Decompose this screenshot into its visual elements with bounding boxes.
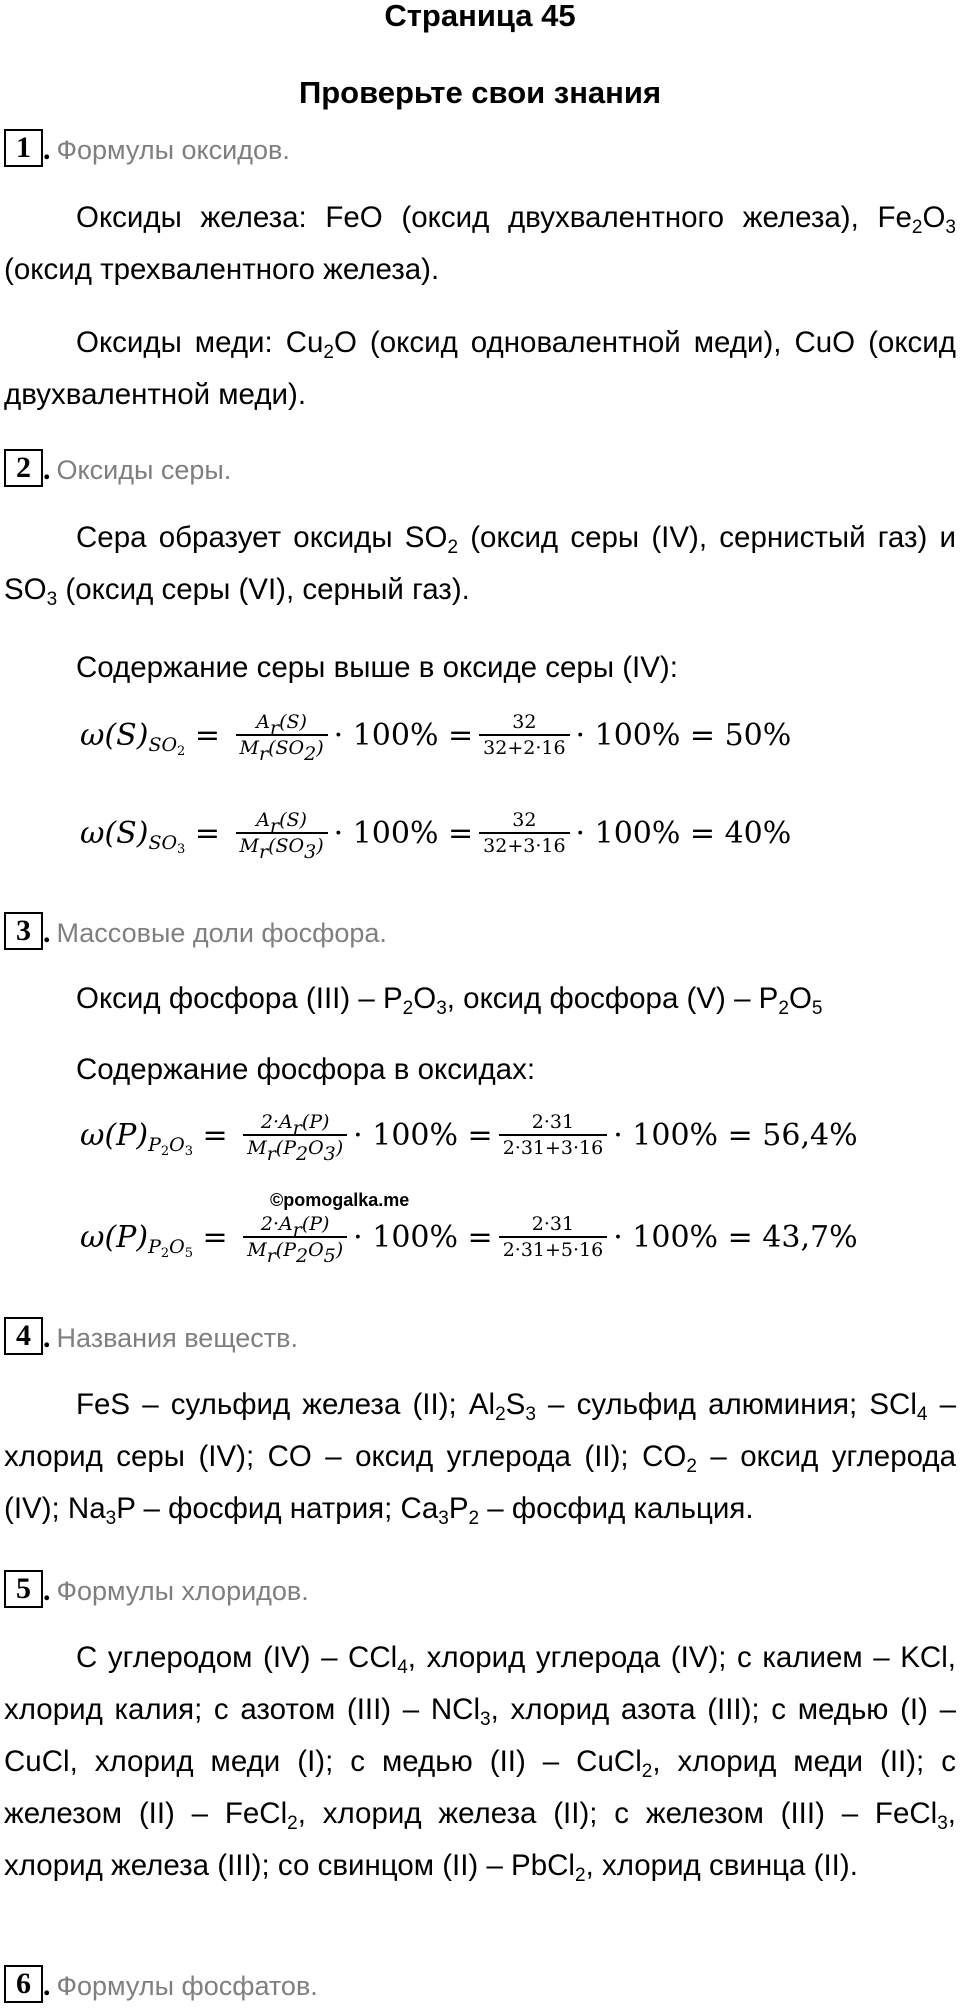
- paragraph: Содержание фосфора в оксидах:: [76, 1053, 536, 1086]
- paragraph: С углеродом (IV) – CCl$_4$, хлорид углерода (IV); с калием – KCl, хлорид калия; с азотом (III) – NCl$_3$, хлорид азота (III); с медью (I) – CuCl, хлорид меди (I); с медью (II) – CuCl$_2$, хлорид меди (II); с железом (II) – FeCl$_2$, хлорид железа (II); с железом (III) – FeCl$_3$, хлорид железа (III); со свинцом (II) – PbCl$_2$, хлорид свинца (II).: [4, 1641, 957, 1886]
- formula-so2: ω(S) $SO_2$ = $\frac{A_r(S)}{M_r(SO_2)}$ · 100% = $\frac{32}{32+2\cdot 16}$ · 100% = 50%: [80, 711, 792, 765]
- section-5-header: 5 . Формулы хлоридов.: [4, 1570, 309, 1608]
- section-title: Формулы хлоридов.: [56, 1576, 309, 1606]
- formula-p2o5: ω(P) $P_2O_5$ = $\frac{2\cdot A_r(P)}{M_r(P_2O_5)}$ · 100% = $\frac{2\cdot 31}{2\cdot 31+5\cdot 16}$ · 100% = 43,7%: [80, 1213, 858, 1267]
- section-number: 3: [4, 912, 43, 950]
- section-3-header: 3 . Массовые доли фосфора.: [4, 912, 387, 950]
- section-title: Формулы фосфатов.: [56, 1971, 318, 2001]
- formula-so3: ω(S) $SO_3$ = $\frac{A_r(S)}{M_r(SO_3)}$ · 100% = $\frac{32}{32+3\cdot 16}$ · 100% = 40%: [80, 809, 792, 863]
- paragraph: Оксид фосфора $(III) - P_2O_3$, оксид фосфора $(V) - P_2O_5$: [76, 982, 823, 1019]
- section-number: 2: [4, 449, 43, 487]
- section-2-header: 2 . Оксиды серы.: [4, 449, 231, 487]
- fraction: $\frac{2\cdot A_r(P)}{M_r(P_2O_5)}$: [243, 1212, 347, 1262]
- fraction: $\frac{2\cdot A_r(P)}{M_r(P_2O_3)}$: [243, 1110, 347, 1160]
- paragraph: Сера образует оксиды $SO_2$ (оксид серы (IV), сернистый газ) и $SO_3$ (оксид серы (VI), серный газ).: [4, 521, 957, 610]
- fraction: $\frac{2\cdot 31}{2\cdot 31+5\cdot 16}$: [499, 1212, 608, 1262]
- fraction: $\frac{32}{32+2\cdot 16}$: [479, 710, 569, 760]
- section-4-header: 4 . Названия веществ.: [4, 1317, 298, 1355]
- page-title: Страница 45: [384, 0, 576, 33]
- section-6-header: 6 . Формулы фосфатов.: [4, 1965, 318, 2003]
- paragraph: Оксиды меди: $Cu_2O$ (оксид одновалентной меди), CuO (оксид двухвалентной меди).: [4, 326, 957, 411]
- fraction: $\frac{2\cdot 31}{2\cdot 31+3\cdot 16}$: [499, 1110, 608, 1160]
- paragraph: FeS – сульфид железа (II); $Al_2S_3$ – сульфид алюминия; SCl$_4$ – хлорид серы (IV); CO – оксид углерода (II); $CO_2$ – оксид углерода (IV); $Na_3P$ – фосфид натрия; $Ca_3P_2$ – фосфид кальция.: [4, 1388, 957, 1529]
- section-title: Массовые доли фосфора.: [56, 918, 387, 948]
- formula-p2o3: ω(P) $P_2O_3$ = $\frac{2\cdot A_r(P)}{M_r(P_2O_3)}$ · 100% = $\frac{2\cdot 31}{2\cdot 31+3\cdot 16}$ · 100% = 56,4%: [80, 1111, 858, 1165]
- page-subtitle: Проверьте свои знания: [298, 75, 662, 110]
- section-title: Оксиды серы.: [56, 455, 232, 485]
- section-number: 5: [4, 1570, 43, 1608]
- section-title: Формулы оксидов.: [56, 135, 290, 165]
- fraction: $\frac{A_r(S)}{M_r(SO_2)}$: [236, 710, 328, 760]
- watermark: ©pomogalka.me: [270, 1190, 410, 1210]
- section-number: 4: [4, 1317, 43, 1355]
- fraction: $\frac{32}{32+3\cdot 16}$: [479, 808, 569, 858]
- section-title: Названия веществ.: [56, 1323, 298, 1353]
- section-number: 6: [4, 1965, 43, 2003]
- fraction: $\frac{A_r(S)}{M_r(SO_3)}$: [236, 808, 328, 858]
- section-number: 1: [4, 129, 43, 167]
- paragraph: Содержание серы выше в оксиде серы (IV):: [76, 651, 678, 684]
- section-1-header: 1 . Формулы оксидов.: [4, 129, 290, 167]
- paragraph: Оксиды железа: FeO (оксид двухвалентного железа), $Fe_2O_3$ (оксид трехвалентного железа).: [4, 201, 956, 286]
